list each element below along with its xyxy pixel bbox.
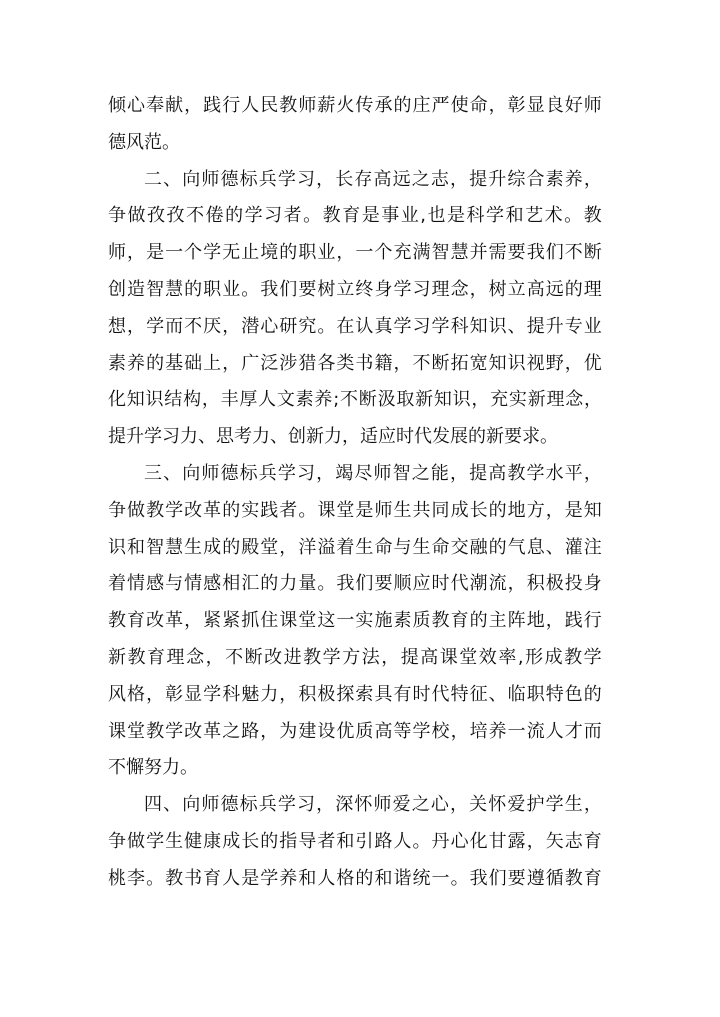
text-line: 课 堂 教 学 改 革 之 路 ， 为 建 设 优 质 高 等 学 校 ， 培 养 一 流 人 才 而 [108, 720, 602, 742]
text-line: 争 做 学 生 健 康 成 长 的 指 导 者 和 引 路 人 。 丹 心 化 甘 露 ， 矢 志 育 [108, 830, 602, 852]
text-line: 创 造 智 慧 的 职 业 。 我 们 要 树 立 终 身 学 习 理 念 ， 树 立 高 远 的 理 [108, 278, 602, 300]
text-line: 三 、 向 师 德 标 兵 学 习 ， 竭 尽 师 智 之 能 ， 提 高 教 学 水 平 ， [144, 462, 602, 484]
text-line: 师 ， 是 一 个 学 无 止 境 的 职 业 ， 一 个 充 满 智 慧 并 需 要 我 们 不 断 [108, 242, 602, 264]
text-line: 化 知 识 结 构 ， 丰 厚 人 文 素 养 ; 不 断 汲 取 新 知 识 ， 充 实 新 理 念 ， [108, 389, 602, 411]
text-line: 德 风 范 。 [108, 131, 180, 153]
text-line: 不 懈 努 力 。 [108, 757, 198, 779]
text-line: 教 育 改 革 ， 紧 紧 抓 住 课 堂 这 一 实 施 素 质 教 育 的 主 阵 地 ， 践 行 [108, 610, 602, 632]
text-line: 争 做 孜 孜 不 倦 的 学 习 者 。 教 育 是 事 业 , 也 是 科 学 和 艺 术 。 教 [108, 205, 602, 227]
text-line: 新 教 育 理 念 ， 不 断 改 进 教 学 方 法 ， 提 高 课 堂 效 率 , 形 成 教 学 [108, 646, 602, 668]
text-line: 提 升 学 习 力 、 思 考 力 、 创 新 力 ， 适 应 时 代 发 展 的 新 要 求 。 [108, 426, 558, 448]
document-body [108, 88, 602, 898]
text-line: 倾 心 奉 献 ， 践 行 人 民 教 师 薪 火 传 承 的 庄 严 使 命 ， 彰 显 良 好 师 [108, 95, 602, 116]
text-line: 素 养 的 基 础 上 ， 广 泛 涉 猎 各 类 书 籍 ， 不 断 拓 宽 知 识 视 野 ， 优 [108, 352, 602, 374]
text-line: 风 格 ， 彰 显 学 科 魅 力 ， 积 极 探 索 具 有 时 代 特 征 、 临 职 特 色 的 [108, 683, 602, 705]
text-line: 二 、 向 师 德 标 兵 学 习 ， 长 存 高 远 之 志 ， 提 升 综 合 素 养 ， [144, 168, 602, 190]
text-line: 着 情 感 与 情 感 相 汇 的 力 量 。 我 们 要 顺 应 时 代 潮 流 ， 积 极 投 身 [108, 573, 602, 595]
text-line: 桃 李 。 教 书 育 人 是 学 养 和 人 格 的 和 谐 统 一 。 我 们 要 遵 循 教 育 [108, 867, 602, 889]
text-line: 识 和 智 慧 生 成 的 殿 堂 ， 洋 溢 着 生 命 与 生 命 交 融 的 气 息 、 灌 注 [108, 536, 602, 558]
text-line: 四 、 向 师 德 标 兵 学 习 ， 深 怀 师 爱 之 心 ， 关 怀 爱 护 学 生 ， [144, 794, 602, 816]
text-line: 争 做 教 学 改 革 的 实 践 者 。 课 堂 是 师 生 共 同 成 长 的 地 方 ， 是 知 [108, 499, 602, 521]
text-line: 想 ， 学 而 不 厌 ， 潜 心 研 究 。 在 认 真 学 习 学 科 知 识 、 提 升 专 业 [108, 315, 602, 337]
